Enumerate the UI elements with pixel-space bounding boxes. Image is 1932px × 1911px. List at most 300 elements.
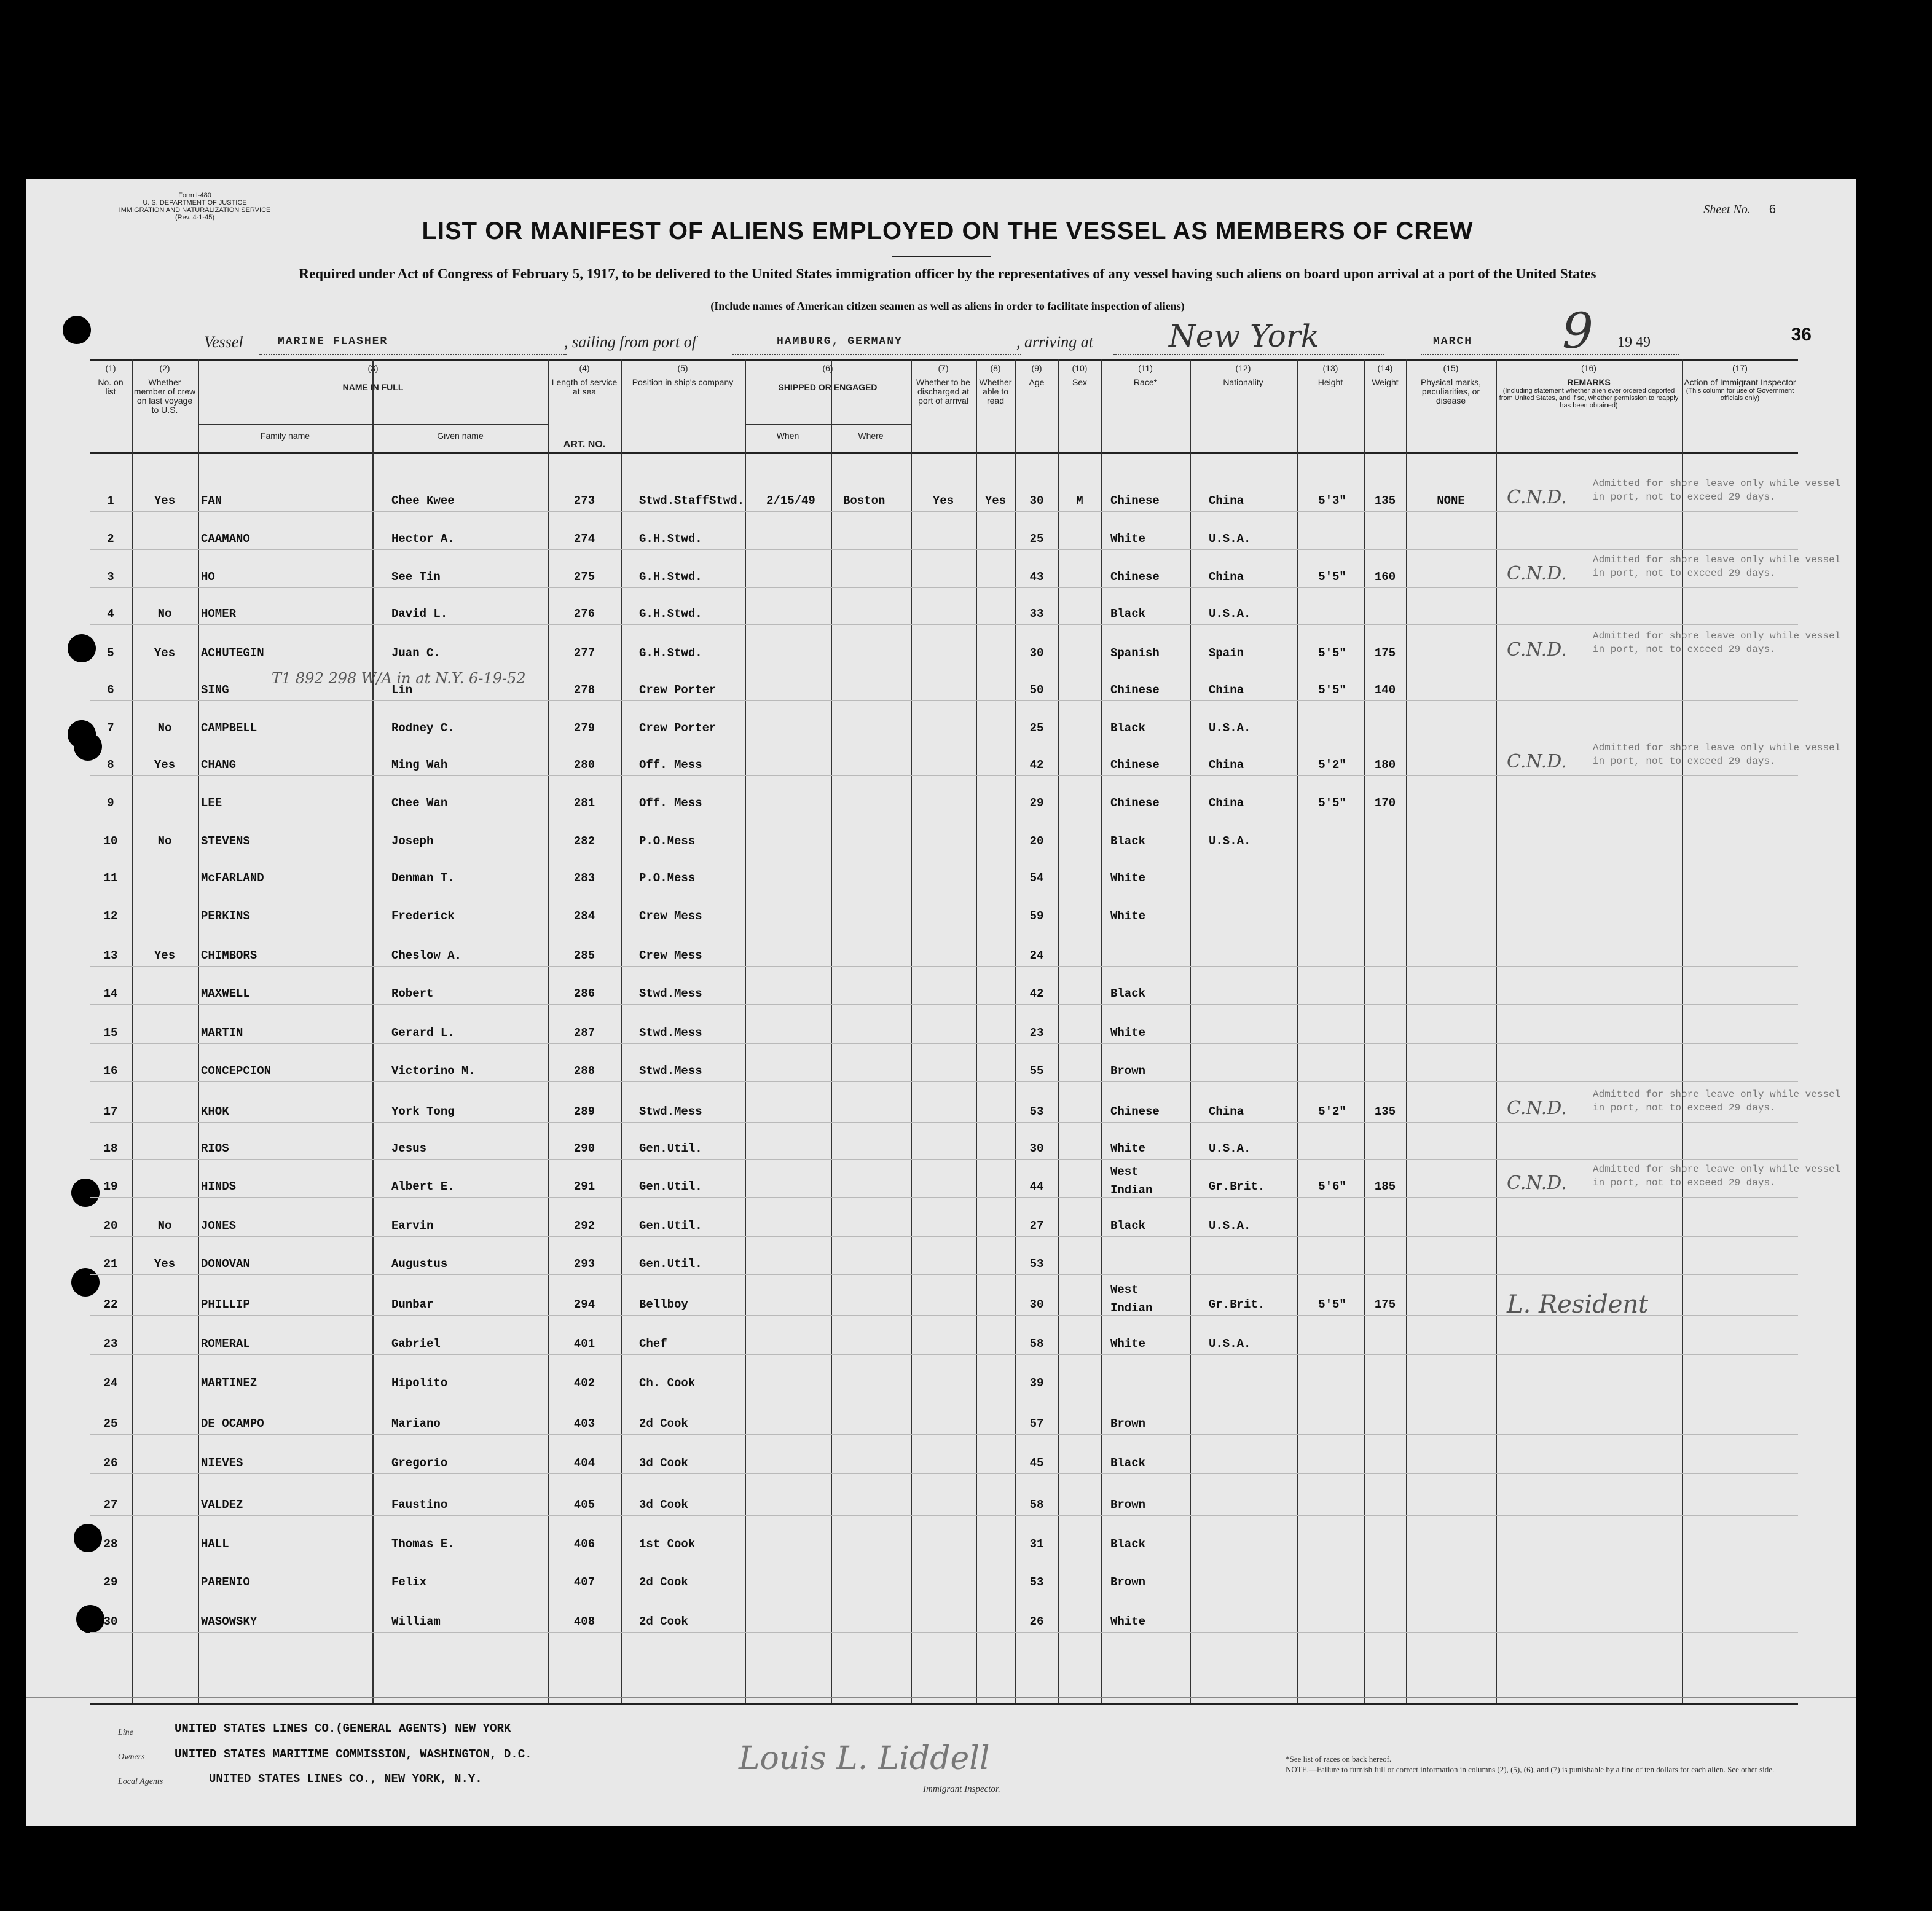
cell-position: Bellboy xyxy=(639,1298,688,1311)
cell-race: Brown xyxy=(1110,1498,1146,1512)
row6-handwritten-note: T1 892 298 W/A in at N.Y. 6-19-52 xyxy=(272,670,526,687)
cell-no: 24 xyxy=(103,1376,118,1390)
cell-position: Stwd.Mess xyxy=(639,1064,702,1078)
cell-position: Chef xyxy=(639,1337,667,1351)
row-rule xyxy=(90,1473,1798,1474)
cell-position: Crew Mess xyxy=(639,949,702,962)
column-subheader: Family name xyxy=(260,431,310,441)
cell-remark: C.N.D. xyxy=(1507,639,1567,661)
column-divider xyxy=(372,359,374,1703)
sailing-dotline xyxy=(732,354,1021,355)
cell-position: Stwd.Mess xyxy=(639,1105,702,1118)
cell-race: Brown xyxy=(1110,1575,1146,1589)
column-label: Nationality xyxy=(1223,377,1263,387)
cell-position: Off. Mess xyxy=(639,758,702,772)
cell-age: 30 xyxy=(1029,1142,1044,1155)
row-rule xyxy=(90,1043,1798,1044)
cell-age: 29 xyxy=(1029,796,1044,810)
cell-nationality: China xyxy=(1209,796,1244,810)
arriving-port: New York xyxy=(1169,318,1319,354)
cell-position: Stwd.StaffStwd. xyxy=(639,494,745,508)
sheet-number-label: Sheet No. xyxy=(1703,203,1751,216)
cell-given: Denman T. xyxy=(391,871,455,885)
cell-nationality: U.S.A. xyxy=(1209,721,1251,735)
cell-no: 7 xyxy=(107,721,114,735)
cell-no: 8 xyxy=(107,758,114,772)
local-agents-label: Local Agents xyxy=(118,1777,163,1786)
cell-family: CHANG xyxy=(201,758,237,772)
cell-family: RIOS xyxy=(201,1142,229,1155)
column-divider xyxy=(976,359,977,1703)
column-header xyxy=(200,364,546,392)
cell-given: Gerard L. xyxy=(391,1026,455,1040)
column-label: Action of Immigrant Inspector xyxy=(1684,377,1796,387)
art-no-label: ART. NO. xyxy=(563,439,606,450)
column-header xyxy=(1408,364,1494,406)
column-number: (3) xyxy=(367,363,379,373)
cell-given: Chee Kwee xyxy=(391,494,455,508)
row-rule xyxy=(90,1236,1798,1237)
cell-art: 278 xyxy=(573,683,595,697)
cell-race: West Indian xyxy=(1110,1283,1153,1315)
column-divider xyxy=(911,359,912,1703)
column-label: Height xyxy=(1317,377,1343,387)
cell-position: Gen.Util. xyxy=(639,1219,702,1233)
column-divider xyxy=(198,359,199,1703)
cell-age: 43 xyxy=(1029,570,1044,584)
cell-race: Black xyxy=(1110,987,1146,1000)
cell-nationality: U.S.A. xyxy=(1209,834,1251,848)
cell-art: 273 xyxy=(573,494,595,508)
footer-notes xyxy=(1286,1754,1814,1775)
row-rule xyxy=(90,1081,1798,1082)
column-label: Length of service at sea xyxy=(551,377,618,396)
row-rule xyxy=(90,1274,1798,1275)
cell-position: Gen.Util. xyxy=(639,1142,702,1155)
cell-position: Crew Porter xyxy=(639,683,717,697)
cell-race: Chinese xyxy=(1110,494,1160,508)
department-name: U. S. DEPARTMENT OF JUSTICE xyxy=(143,199,247,206)
cell-prev: Yes xyxy=(154,646,176,660)
cell-weight: 170 xyxy=(1374,796,1396,810)
cell-art: 404 xyxy=(573,1456,595,1470)
cell-family: CAAMANO xyxy=(201,532,250,546)
cell-art: 275 xyxy=(573,570,595,584)
cell-family: HALL xyxy=(201,1537,229,1551)
cell-position: Ch. Cook xyxy=(639,1376,696,1390)
cell-art: 406 xyxy=(573,1537,595,1551)
cell-no: 3 xyxy=(107,570,114,584)
cell-height: 5'6" xyxy=(1318,1180,1346,1193)
cell-given: Thomas E. xyxy=(391,1537,455,1551)
cell-read: Yes xyxy=(984,494,1007,508)
cell-art: 286 xyxy=(573,987,595,1000)
column-header xyxy=(92,364,130,396)
row-rule xyxy=(90,1004,1798,1005)
shore-leave-stamp: Admitted for shore leave only while vessel in port, not to exceed 29 days. xyxy=(1593,630,1841,655)
cell-family: WASOWSKY xyxy=(201,1615,257,1628)
column-label: Whether member of crew on last voyage to U.S. xyxy=(133,377,196,415)
row-rule xyxy=(90,1434,1798,1435)
cell-race: White xyxy=(1110,1026,1146,1040)
cell-art: 283 xyxy=(573,871,595,885)
cell-position: P.O.Mess xyxy=(639,834,696,848)
column-header xyxy=(1192,364,1295,387)
column-number: (7) xyxy=(938,363,949,373)
cell-age: 53 xyxy=(1029,1257,1044,1271)
cell-art: 289 xyxy=(573,1105,595,1118)
cell-art: 292 xyxy=(573,1219,595,1233)
column-number: (12) xyxy=(1235,363,1251,373)
cell-position: Crew Porter xyxy=(639,721,717,735)
cell-age: 53 xyxy=(1029,1575,1044,1589)
column-subheader: Given name xyxy=(437,431,484,441)
cell-no: 19 xyxy=(103,1180,118,1193)
cell-no: 16 xyxy=(103,1064,118,1078)
cell-nationality: Gr.Brit. xyxy=(1209,1298,1265,1311)
cell-prev: Yes xyxy=(154,949,176,962)
cell-race: West Indian xyxy=(1110,1165,1153,1197)
cell-no: 30 xyxy=(103,1615,118,1628)
cell-given: Gabriel xyxy=(391,1337,441,1351)
cell-given: Dunbar xyxy=(391,1298,434,1311)
column-divider xyxy=(1058,359,1059,1703)
column-divider xyxy=(132,359,133,1703)
cell-age: 27 xyxy=(1029,1219,1044,1233)
cell-height: 5'5" xyxy=(1318,683,1346,697)
column-number: (9) xyxy=(1031,363,1042,373)
cell-art: 293 xyxy=(573,1257,595,1271)
cell-position: Off. Mess xyxy=(639,796,702,810)
cell-position: 3d Cook xyxy=(639,1498,688,1512)
cell-art: 405 xyxy=(573,1498,595,1512)
cell-nationality: Spain xyxy=(1209,646,1244,660)
subheader-rule xyxy=(198,424,548,425)
cell-prev: No xyxy=(157,607,172,621)
column-header xyxy=(550,364,619,396)
cell-age: 25 xyxy=(1029,532,1044,546)
subheader-rule xyxy=(745,424,911,425)
cell-family: CONCEPCION xyxy=(201,1064,272,1078)
local-agents-value: UNITED STATES LINES CO., NEW YORK, N.Y. xyxy=(209,1772,482,1786)
column-subheader: Where xyxy=(858,431,884,441)
cell-prev: No xyxy=(157,721,172,735)
cell-age: 59 xyxy=(1029,909,1044,923)
column-header xyxy=(1498,364,1680,409)
cell-nationality: U.S.A. xyxy=(1209,532,1251,546)
column-subheader: When xyxy=(776,431,799,441)
cell-race: Black xyxy=(1110,1537,1146,1551)
cell-family: FAN xyxy=(201,494,222,508)
cell-no: 15 xyxy=(103,1026,118,1040)
page-title: LIST OR MANIFEST OF ALIENS EMPLOYED ON THE VESSEL AS MEMBERS OF CREW xyxy=(422,218,1474,245)
cell-given: Victorino M. xyxy=(391,1064,476,1078)
column-header xyxy=(1060,364,1099,387)
column-divider xyxy=(1190,359,1191,1703)
cell-remark: C.N.D. xyxy=(1507,751,1567,772)
column-divider xyxy=(1101,359,1102,1703)
cell-race: Chinese xyxy=(1110,1105,1160,1118)
cell-height: 5'5" xyxy=(1318,646,1346,660)
cell-age: 42 xyxy=(1029,758,1044,772)
cell-height: 5'2" xyxy=(1318,758,1346,772)
service-name: IMMIGRATION AND NATURALIZATION SERVICE xyxy=(119,206,271,214)
column-header xyxy=(1103,364,1188,387)
cell-no: 17 xyxy=(103,1105,118,1118)
cell-race: White xyxy=(1110,909,1146,923)
cell-no: 25 xyxy=(103,1417,118,1430)
cell-art: 290 xyxy=(573,1142,595,1155)
cell-art: 291 xyxy=(573,1180,595,1193)
cell-family: PERKINS xyxy=(201,909,250,923)
cell-position: 1st Cook xyxy=(639,1537,696,1551)
cell-position: G.H.Stwd. xyxy=(639,646,702,660)
cell-race: Black xyxy=(1110,834,1146,848)
cell-no: 29 xyxy=(103,1575,118,1589)
row-rule xyxy=(90,624,1798,625)
cell-art: 280 xyxy=(573,758,595,772)
cell-given: William xyxy=(391,1615,441,1628)
column-header xyxy=(1684,364,1796,402)
vessel-dotline xyxy=(259,354,567,355)
cell-family: HOMER xyxy=(201,607,237,621)
signature-caption: Immigrant Inspector. xyxy=(923,1784,1000,1794)
cell-given: Augustus xyxy=(391,1257,448,1271)
column-header xyxy=(622,364,743,387)
sheet-number xyxy=(1703,203,1776,217)
cell-given: Jesus xyxy=(391,1142,427,1155)
owners-value: UNITED STATES MARITIME COMMISSION, WASHINGTON, D.C. xyxy=(175,1748,532,1761)
cell-art: 402 xyxy=(573,1376,595,1390)
cell-age: 58 xyxy=(1029,1337,1044,1351)
table-header-rule xyxy=(90,452,1798,454)
cell-age: 44 xyxy=(1029,1180,1044,1193)
vessel-line xyxy=(204,333,243,351)
cell-race: White xyxy=(1110,1337,1146,1351)
column-header xyxy=(747,364,909,392)
cell-age: 30 xyxy=(1029,494,1044,508)
cell-age: 31 xyxy=(1029,1537,1044,1551)
cell-age: 57 xyxy=(1029,1417,1044,1430)
row-rule xyxy=(90,1515,1798,1516)
cell-race: Black xyxy=(1110,721,1146,735)
column-number: (17) xyxy=(1732,363,1748,373)
cell-position: P.O.Mess xyxy=(639,871,696,885)
cell-remark: L. Resident xyxy=(1507,1290,1649,1319)
cell-age: 33 xyxy=(1029,607,1044,621)
cell-age: 58 xyxy=(1029,1498,1044,1512)
column-header xyxy=(133,364,196,415)
cell-race: Spanish xyxy=(1110,646,1160,660)
cell-given: David L. xyxy=(391,607,448,621)
cell-family: ACHUTEGIN xyxy=(201,646,264,660)
cell-position: 3d Cook xyxy=(639,1456,688,1470)
cell-age: 50 xyxy=(1029,683,1044,697)
column-label: SHIPPED OR ENGAGED xyxy=(778,382,878,392)
cell-age: 30 xyxy=(1029,646,1044,660)
column-label: Position in ship's company xyxy=(632,377,734,387)
cell-family: SING xyxy=(201,683,229,697)
cell-height: 5'3" xyxy=(1318,494,1346,508)
cell-art: 284 xyxy=(573,909,595,923)
cell-race: Brown xyxy=(1110,1417,1146,1430)
cell-art: 294 xyxy=(573,1298,595,1311)
cell-no: 9 xyxy=(107,796,114,810)
vessel-label: Vessel xyxy=(204,333,243,351)
punch-hole xyxy=(63,316,91,344)
row-rule xyxy=(90,1159,1798,1160)
cell-race: Chinese xyxy=(1110,570,1160,584)
cell-given: Robert xyxy=(391,987,434,1000)
column-number: (13) xyxy=(1322,363,1338,373)
cell-race: Chinese xyxy=(1110,796,1160,810)
cell-given: Joseph xyxy=(391,834,434,848)
cell-given: Hector A. xyxy=(391,532,455,546)
shore-leave-stamp: Admitted for shore leave only while vessel in port, not to exceed 29 days. xyxy=(1593,1089,1841,1113)
column-label: Physical marks, peculiarities, or disease xyxy=(1420,377,1482,406)
cell-family: VALDEZ xyxy=(201,1498,243,1512)
cell-age: 25 xyxy=(1029,721,1044,735)
cell-art: 279 xyxy=(573,721,595,735)
cell-weight: 185 xyxy=(1374,1180,1396,1193)
row-rule xyxy=(90,511,1798,512)
owners-label: Owners xyxy=(118,1752,145,1762)
cell-race: White xyxy=(1110,532,1146,546)
cell-prev: No xyxy=(157,834,172,848)
line-label: Line xyxy=(118,1728,133,1737)
sailing-label: , sailing from port of xyxy=(564,333,697,351)
cell-family: STEVENS xyxy=(201,834,250,848)
cell-art: 287 xyxy=(573,1026,595,1040)
cell-position: Stwd.Mess xyxy=(639,987,702,1000)
arriving-dotline xyxy=(1113,354,1384,355)
shore-leave-stamp: Admitted for shore leave only while vessel in port, not to exceed 29 days. xyxy=(1593,554,1841,579)
cell-no: 12 xyxy=(103,909,118,923)
cell-weight: 160 xyxy=(1374,570,1396,584)
cell-family: CAMPBELL xyxy=(201,721,257,735)
cell-when: 2/15/49 xyxy=(766,494,815,508)
cell-age: 30 xyxy=(1029,1298,1044,1311)
cell-art: 276 xyxy=(573,607,595,621)
row-rule xyxy=(90,587,1798,588)
cell-position: G.H.Stwd. xyxy=(639,532,702,546)
column-number: (11) xyxy=(1138,363,1153,373)
cell-given: Felix xyxy=(391,1575,427,1589)
cell-age: 42 xyxy=(1029,987,1044,1000)
cell-race: Chinese xyxy=(1110,758,1160,772)
cell-family: MARTINEZ xyxy=(201,1376,257,1390)
column-header xyxy=(978,364,1013,406)
cell-art: 274 xyxy=(573,532,595,546)
cell-nationality: China xyxy=(1209,570,1244,584)
cell-prev: Yes xyxy=(154,494,176,508)
cell-family: LEE xyxy=(201,796,222,810)
column-number: (6) xyxy=(822,363,833,373)
column-header xyxy=(913,364,974,406)
cell-nationality: China xyxy=(1209,1105,1244,1118)
date-dotline xyxy=(1421,354,1679,355)
cell-no: 26 xyxy=(103,1456,118,1470)
cell-no: 5 xyxy=(107,646,114,660)
cell-sex: M xyxy=(1076,494,1083,508)
cell-weight: 175 xyxy=(1374,1298,1396,1311)
cell-art: 403 xyxy=(573,1417,595,1430)
cell-height: 5'5" xyxy=(1318,1298,1346,1311)
cell-race: White xyxy=(1110,1142,1146,1155)
cell-age: 55 xyxy=(1029,1064,1044,1078)
column-label: NAME IN FULL xyxy=(342,382,404,392)
form-identifier xyxy=(100,192,290,221)
sailing-port: HAMBURG, GERMANY xyxy=(777,336,903,348)
column-header xyxy=(1298,364,1362,387)
cell-given: Faustino xyxy=(391,1498,448,1512)
column-divider xyxy=(1406,359,1407,1703)
inspector-signature: Louis L. Liddell xyxy=(739,1740,990,1777)
cell-nationality: U.S.A. xyxy=(1209,1142,1251,1155)
cell-race: Black xyxy=(1110,1219,1146,1233)
cell-given: See Tin xyxy=(391,570,441,584)
column-divider xyxy=(745,359,746,1703)
vessel-name: MARINE FLASHER xyxy=(278,336,388,348)
cell-art: 408 xyxy=(573,1615,595,1628)
cell-race: Black xyxy=(1110,607,1146,621)
column-label: Sex xyxy=(1072,377,1088,387)
row-rule xyxy=(90,1197,1798,1198)
cell-family: HINDS xyxy=(201,1180,237,1193)
cell-race: Black xyxy=(1110,1456,1146,1470)
cell-age: 53 xyxy=(1029,1105,1044,1118)
column-label: REMARKS xyxy=(1567,377,1611,387)
cell-remark: C.N.D. xyxy=(1507,1097,1567,1119)
column-number: (15) xyxy=(1443,363,1459,373)
cell-family: DONOVAN xyxy=(201,1257,250,1271)
column-label: Weight xyxy=(1372,377,1399,387)
cell-position: G.H.Stwd. xyxy=(639,570,702,584)
row-rule xyxy=(90,1632,1798,1633)
row-rule xyxy=(90,1122,1798,1123)
cell-age: 20 xyxy=(1029,834,1044,848)
cell-given: Earvin xyxy=(391,1219,434,1233)
cell-given: Cheslow A. xyxy=(391,949,462,962)
cell-family: McFARLAND xyxy=(201,871,264,885)
cell-nationality: China xyxy=(1209,494,1244,508)
cell-weight: 135 xyxy=(1374,1105,1396,1118)
row-rule xyxy=(90,700,1798,701)
cell-where: Boston xyxy=(843,494,886,508)
column-number: (16) xyxy=(1581,363,1596,373)
cell-height: 5'2" xyxy=(1318,1105,1346,1118)
cell-given: Mariano xyxy=(391,1417,441,1430)
cell-weight: 135 xyxy=(1374,494,1396,508)
cell-given: Lin xyxy=(391,683,413,697)
instruction-note: (Include names of American citizen seamen as well as aliens in order to facilitate inspection of aliens) xyxy=(710,300,1185,312)
cell-given: Albert E. xyxy=(391,1180,455,1193)
cell-remark: C.N.D. xyxy=(1507,563,1567,584)
cell-height: 5'5" xyxy=(1318,796,1346,810)
cell-height: 5'5" xyxy=(1318,570,1346,584)
column-label: Whether able to read xyxy=(979,377,1012,406)
column-number: (8) xyxy=(990,363,1001,373)
column-header xyxy=(1366,364,1404,387)
cell-position: Crew Mess xyxy=(639,909,702,923)
column-number: (10) xyxy=(1072,363,1088,373)
cell-age: 23 xyxy=(1029,1026,1044,1040)
cell-family: JONES xyxy=(201,1219,237,1233)
cell-race: White xyxy=(1110,1615,1146,1628)
arriving-label: , arriving at xyxy=(1016,333,1093,351)
cell-given: Frederick xyxy=(391,909,455,923)
column-label: Whether to be discharged at port of arrival xyxy=(916,377,970,406)
